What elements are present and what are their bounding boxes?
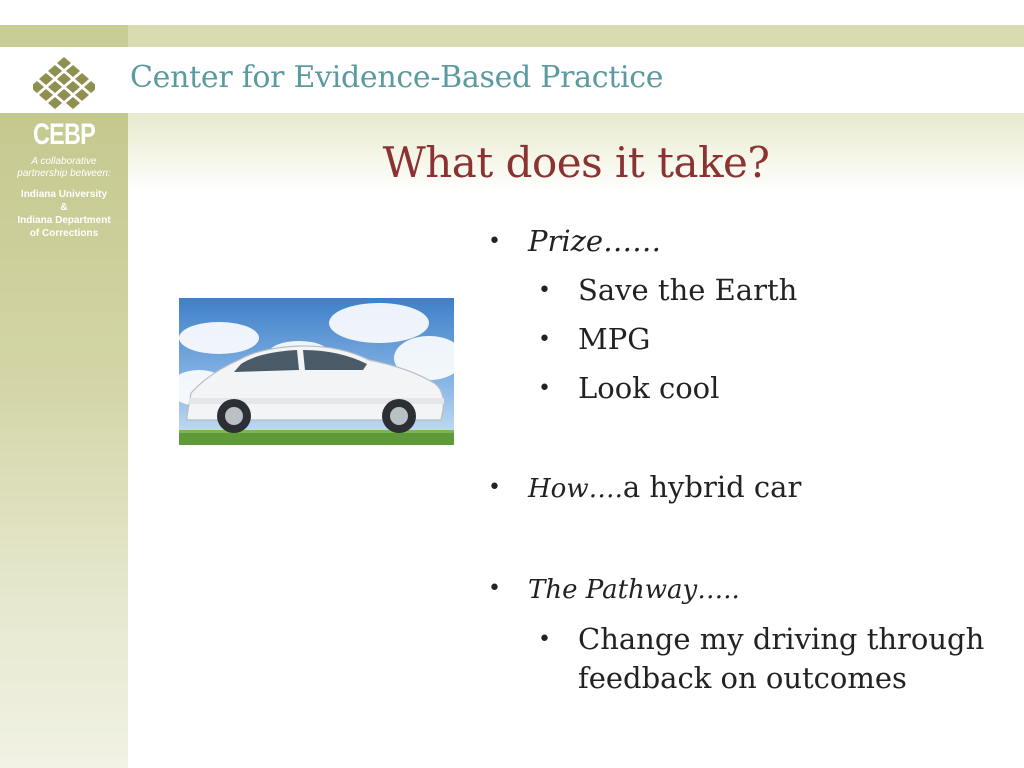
sub-bullet-look-cool: • Look cool xyxy=(488,369,1008,408)
bullet-pathway: • The Pathway….. xyxy=(488,569,1008,610)
spacer xyxy=(488,509,1008,559)
cebp-abbreviation: CEBP xyxy=(33,118,95,151)
tagline-line-1: A collaborative xyxy=(31,156,97,167)
cebp-logo-icon xyxy=(33,55,95,110)
top-band xyxy=(0,25,1024,47)
org-name: Center for Evidence-Based Practice xyxy=(130,60,664,95)
slide-title: What does it take? xyxy=(382,138,770,187)
top-band-accent xyxy=(0,25,128,47)
partner-iu: Indiana University xyxy=(20,189,108,200)
partner-ampersand: & xyxy=(60,202,68,213)
tagline-line-2: partnership between: xyxy=(17,168,111,179)
partner-idoc-line-1: Indiana Department xyxy=(17,215,111,226)
spacer xyxy=(488,408,1008,458)
bullet-dot: • xyxy=(538,278,551,303)
sub-bullet-save-earth: • Save the Earth xyxy=(488,271,1008,310)
bullet-dot: • xyxy=(488,229,501,254)
partner-idoc-line-2: of Corrections xyxy=(29,228,99,239)
bullet-dot: • xyxy=(538,376,551,401)
bullet-dot: • xyxy=(488,576,501,601)
sidebar-branding xyxy=(0,118,128,240)
bullet-prize: • Prize…… xyxy=(488,222,1008,261)
sub-bullet-mpg: • MPG xyxy=(488,320,1008,359)
bullet-dot: • xyxy=(538,327,551,352)
hybrid-car-image xyxy=(179,298,454,445)
bullet-how: • How….a hybrid car xyxy=(488,468,1008,509)
bullet-list xyxy=(488,222,1008,698)
bullet-dot: • xyxy=(538,627,551,652)
bullet-dot: • xyxy=(488,475,501,500)
sub-bullet-change-driving: • Change my driving through feedback on outcomes xyxy=(538,622,985,695)
